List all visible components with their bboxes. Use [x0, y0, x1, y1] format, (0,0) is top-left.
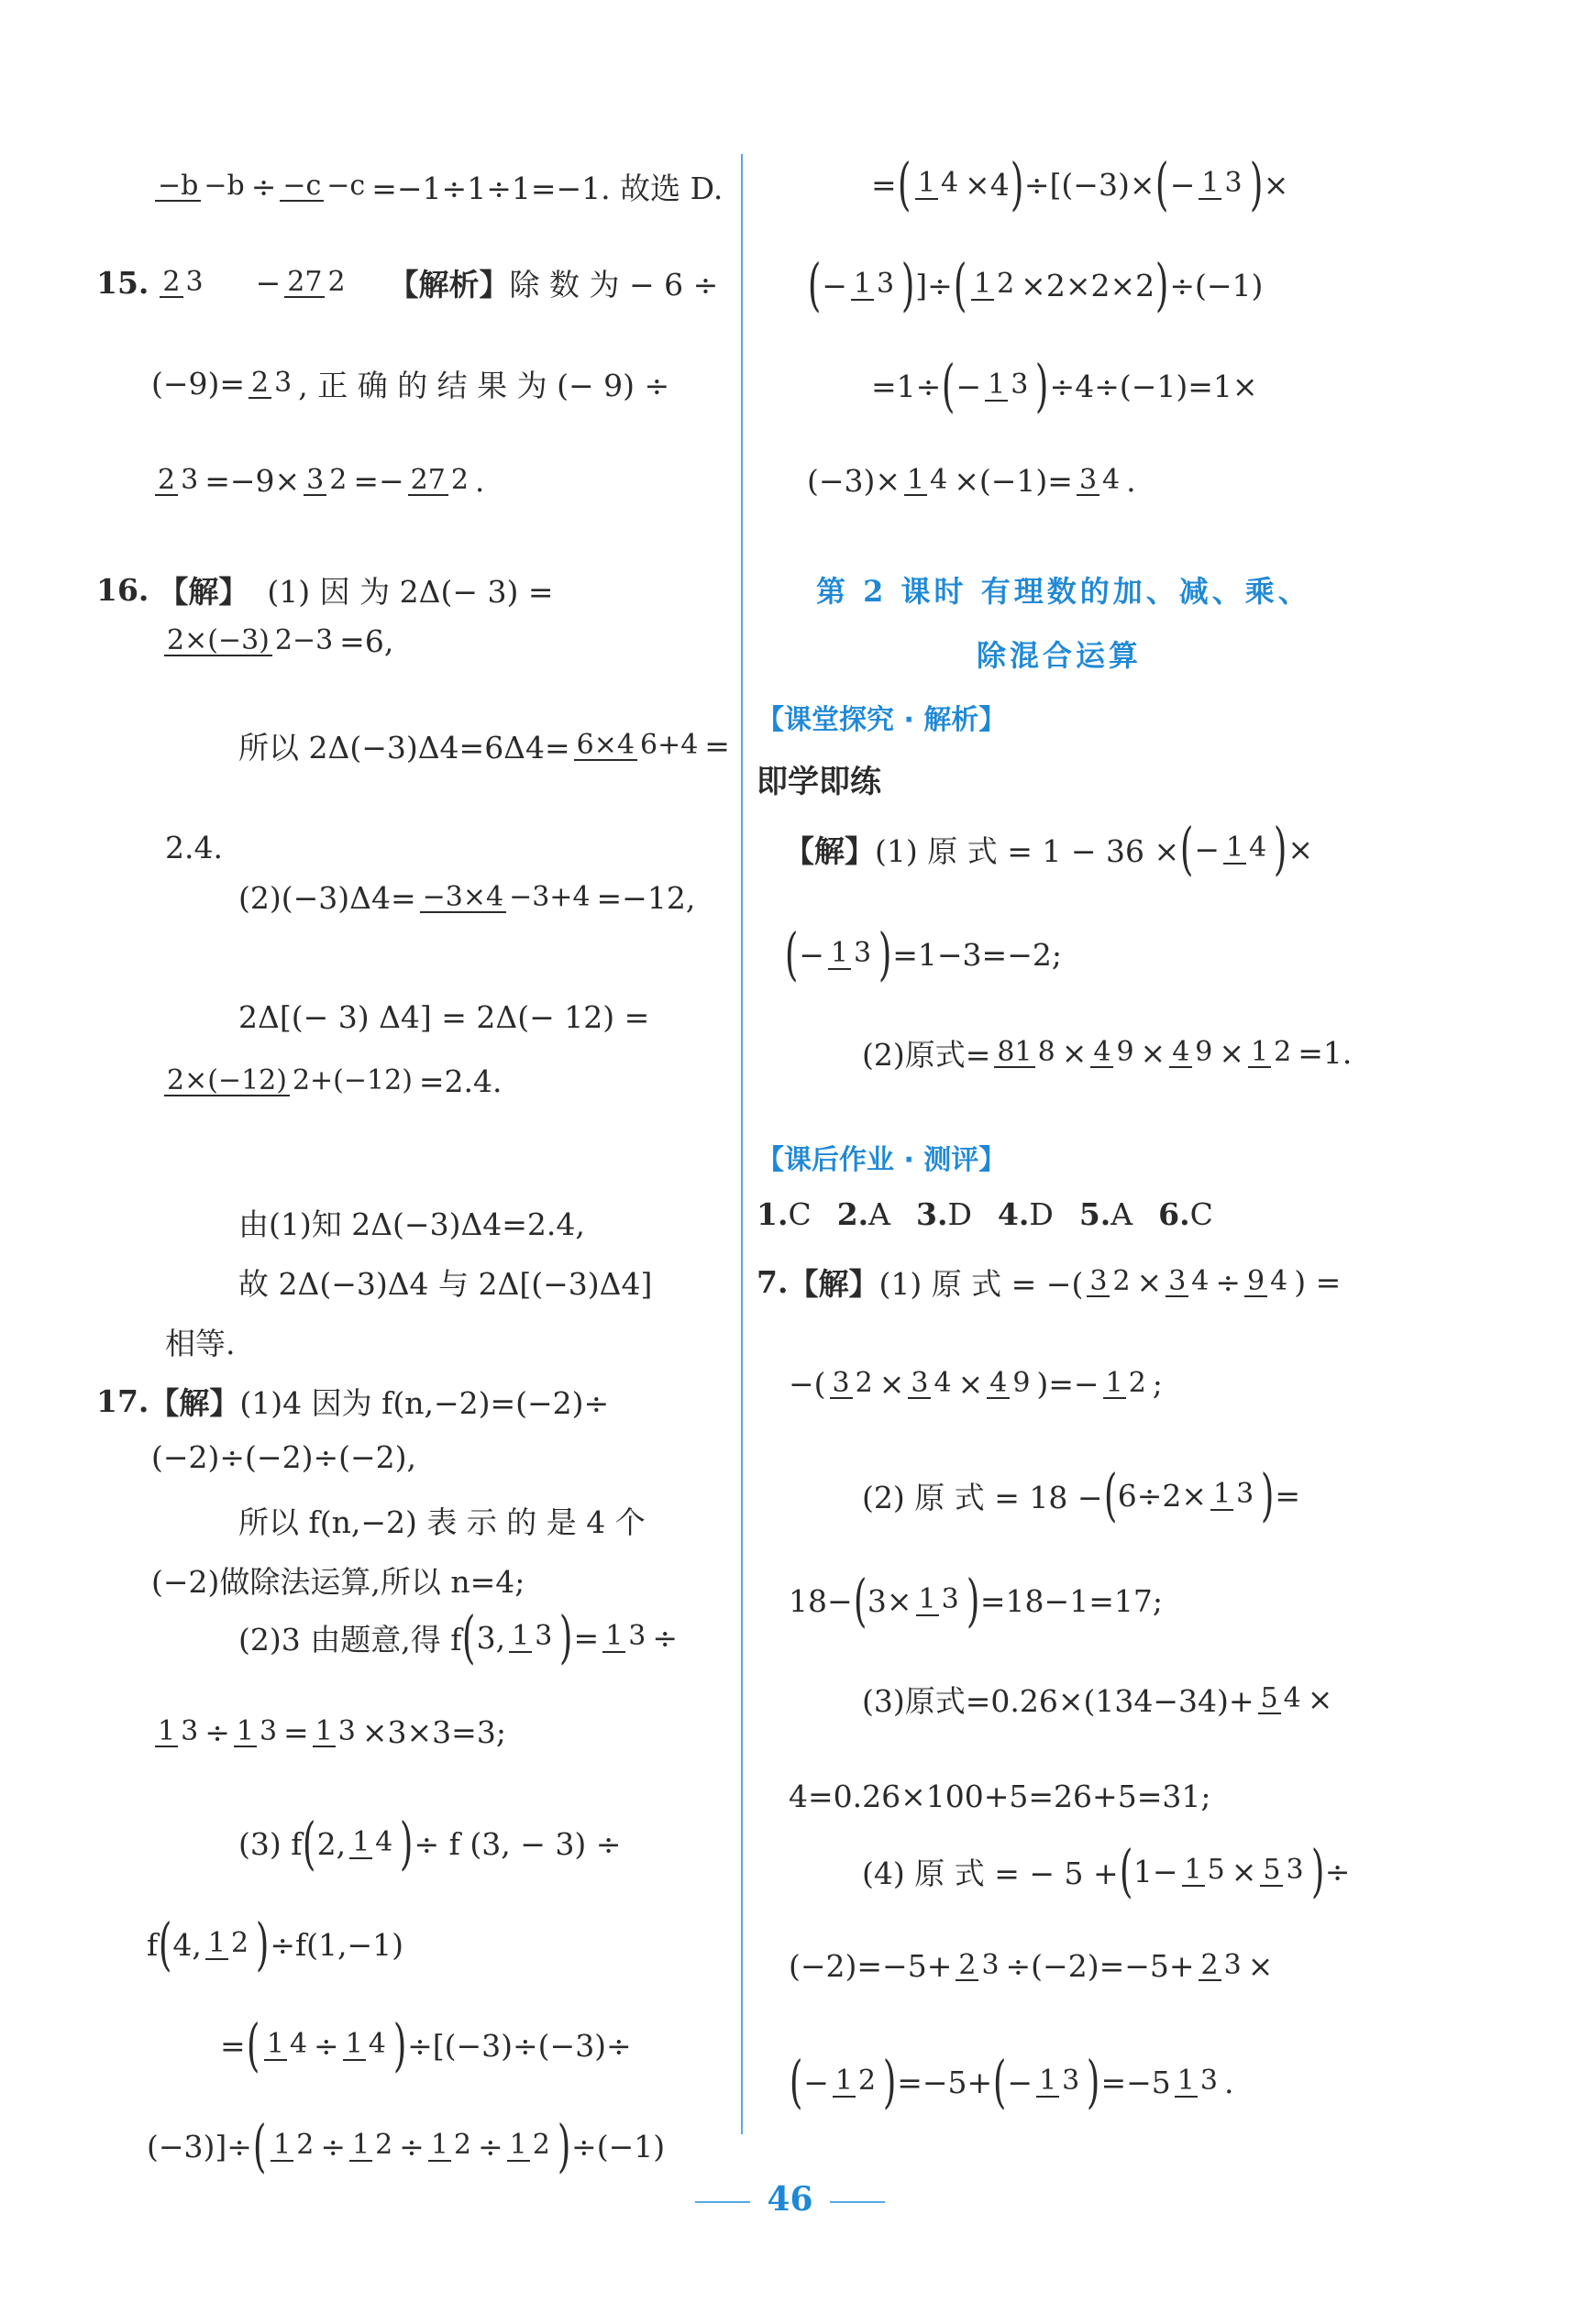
text: 所以 2Δ(−3)Δ4=6Δ4= [238, 730, 570, 765]
text: ÷(−1) [1169, 267, 1264, 303]
q16-line3: 所以 2Δ(−3)Δ4=6Δ4= 6×4 6+4 = [238, 724, 730, 767]
a-line3: (2)原式= 81 8 × 4 9 × 4 9 × 1 2 =1. [862, 1031, 1352, 1074]
text: (−3)]÷ [147, 2128, 252, 2164]
text: 所以 f(n,−2) 表 示 的 是 4 个 [238, 1504, 646, 1540]
fraction: −c −c [280, 171, 368, 203]
q7-line8: (−2)=−5+ 2 3 ÷(−2)=−5+ 2 3 × [789, 1948, 1274, 1984]
text: =2.4. [418, 1063, 503, 1099]
text: (1) 原 式 = 1 − 36 × [875, 832, 1180, 869]
text: 相等. [165, 1326, 236, 1361]
q17-line8: f ( 4, 1 2 ) ÷f(1,−1) [147, 1911, 404, 1977]
text: =−12, [596, 880, 696, 916]
text: (1) 因 为 2Δ(− 3) = [267, 574, 554, 610]
text: =1÷ [871, 368, 942, 404]
q16-line7: 2×(−12) 2+(−12) =2.4. [160, 1063, 503, 1099]
text: =−5+ [897, 2064, 993, 2100]
section-heading-practice: 即学即练 [757, 764, 881, 800]
q16-line6 [238, 999, 649, 1035]
text: (−3)× [807, 463, 901, 499]
line-l1: −b −b ÷ −c −c =−1÷1÷1=−1. 故选 D. [151, 165, 723, 208]
q17-line1 [96, 1380, 609, 1423]
text: ÷[(−3)÷(−3)÷ [407, 2027, 632, 2064]
text: (1)4 因为 f(n,−2)=(−2)÷ [239, 1385, 610, 1421]
text: (2)3 由题意,得 f [238, 1621, 462, 1658]
text: 故 2Δ(−3)Δ4 与 2Δ[(−3)Δ4] [238, 1266, 653, 1302]
text: =18−1=17; [979, 1582, 1163, 1619]
solution-tag: 【解】 [149, 1385, 240, 1421]
question-number: 16. [96, 572, 149, 608]
q7-line6 [789, 1779, 1210, 1814]
q17-line10: (−3)]÷ ( 1 2 ÷ 1 2 ÷ 1 2 ÷ 1 2 ) ÷(−1) [147, 2112, 666, 2179]
text: (4) 原 式 = − 5 + [862, 1855, 1119, 1891]
text: ÷f(1,−1) [270, 1926, 404, 1963]
r-line1: = ( 1 4 ×4 ) ÷ [(−3)× ( − 1 3 ) × [871, 150, 1289, 217]
q7-line4: 18− ( 3× 1 3 ) =18−1=17; [789, 1567, 1163, 1634]
q16-line9 [238, 1261, 652, 1304]
q15-line3: 2 3 =−9× 3 2 =− 27 2 . [151, 463, 484, 499]
question-number: 17. [96, 1383, 149, 1419]
page-number-dash-left [695, 2201, 750, 2203]
text: ÷ [1023, 166, 1050, 203]
text: (3)原式=0.26×(134−34)+ [862, 1683, 1254, 1719]
page-number [0, 2180, 1580, 2219]
q15-line2: (−9)= 2 3 , 正 确 的 结 果 为 (− 9) ÷ [151, 362, 669, 405]
text: (−2)÷(−2)÷(−2), [151, 1439, 416, 1475]
page-number-dash-right [830, 2201, 885, 2203]
text: =1−3=−2; [892, 936, 1062, 973]
q16-line2: 2×(−3) 2−3 =6, [160, 623, 393, 659]
q16-line8 [238, 1201, 585, 1244]
text: (2)原式= [862, 1037, 991, 1073]
text: =−5 [1100, 2064, 1171, 2100]
text: ÷4÷(−1)=1× [1049, 368, 1258, 404]
text: (2)(−3)Δ4= [238, 880, 416, 916]
q16-line4 [165, 830, 223, 865]
q17-line9: = ( 1 4 ÷ 1 4 ) ÷[(−3)÷(−3)÷ [220, 2011, 632, 2078]
text: (3) f [238, 1825, 303, 1862]
q7-line7: (4) 原 式 = − 5 + ( 1− 1 5 × 5 3 ) ÷ [862, 1837, 1351, 1904]
page-number-text: 46 [767, 2180, 813, 2219]
text: 2Δ[(− 3) Δ4] = 2Δ(− 12) = [238, 999, 650, 1035]
text: 由(1)知 2Δ(−3)Δ4=2.4, [238, 1206, 585, 1242]
text: =1. [1298, 1035, 1353, 1071]
q17-line6: 1 3 ÷ 1 3 = 1 3 ×3×3=3; [151, 1714, 506, 1750]
r-line2: ( − 1 3 ) ]÷ ( 1 2 ×2×2×2 ) ÷(−1) [807, 251, 1264, 318]
multiple-choice-answers: 1. C 2. A 3. D 4. D 5. A 6. C [757, 1196, 1213, 1232]
q7-line9: ( − 1 2 ) =−5+ ( − 1 3 ) =−5 1 3 . [789, 2048, 1234, 2115]
text: ÷(−2)=−5+ [1005, 1948, 1195, 1984]
q17-line4 [151, 1559, 525, 1602]
r-line3: =1÷ ( − 1 3 ) ÷4÷(−1)=1× [871, 352, 1258, 419]
q16-line5: (2)(−3)Δ4= −3×4 −3+4 =−12, [238, 880, 696, 916]
q7-line3: (2) 原 式 = 18 − ( 6÷2× 1 3 ) = [862, 1461, 1301, 1528]
lesson-title-line1: 第 2 课时 有理数的加、减、乘、 [816, 574, 1311, 609]
text: (−2)做除法运算,所以 n=4; [151, 1564, 525, 1600]
text: ÷ f (3, − 3) ÷ [414, 1825, 622, 1862]
a-line1: 【解】 (1) 原 式 = 1 − 36 × ( − 1 4 ) × [784, 815, 1314, 882]
text: =−1÷1÷1=−1. 故选 D. [371, 171, 724, 206]
question-number: 7. [757, 1264, 789, 1300]
text: − [255, 265, 282, 301]
text: , 正 确 的 结 果 为 (− 9) ÷ [298, 368, 670, 403]
text: 2.4. [165, 830, 223, 865]
text: =−9× [204, 463, 301, 499]
q17-line3 [238, 1499, 646, 1542]
text: ×(−1)= [954, 463, 1073, 499]
text: ×3×3=3; [361, 1714, 506, 1750]
text: (1) 原 式 = −( [878, 1266, 1084, 1302]
q7-line1: 7. 【解】 (1) 原 式 = −( 3 2 × 3 4 ÷ 9 4 ) = [757, 1261, 1341, 1304]
q17-line7: (3) f ( 2, 1 4 ) ÷ f (3, − 3) ÷ [238, 1810, 622, 1877]
text: ) = [1294, 1264, 1342, 1300]
text: 18− [789, 1582, 853, 1619]
a-line2: ( − 1 3 ) =1−3=−2; [784, 920, 1062, 987]
question-number: 15. [96, 265, 149, 301]
text: [(−3)× [1049, 166, 1155, 203]
text: )=− [1036, 1366, 1099, 1402]
solution-tag: 【解】 [784, 832, 875, 869]
text: (2) 原 式 = 18 − [862, 1479, 1103, 1515]
column-divider [741, 154, 743, 2134]
q7-line2: −( 3 2 × 3 4 × 4 9 )=− 1 2 ; [789, 1366, 1163, 1402]
text: =− [353, 463, 404, 499]
text: (−2)=−5+ [789, 1948, 953, 1984]
section-tag-classroom: 【课堂探究 · 解析】 [757, 704, 1007, 736]
text: 除 数 为 − 6 ÷ [509, 267, 719, 303]
text: f [147, 1926, 159, 1963]
q16-line10 [165, 1320, 236, 1363]
fraction: −b −b [155, 171, 248, 203]
q15-line1: 15. 2 3 − 27 2 【解析】 除 数 为 − 6 ÷ [96, 261, 718, 304]
text: (−9)= [151, 366, 246, 402]
section-tag-homework: 【课后作业 · 测评】 [757, 1144, 1007, 1176]
text: ]÷ [915, 267, 953, 303]
solution-tag: 【解】 [158, 574, 249, 610]
solution-tag: 【解】 [788, 1266, 879, 1302]
q17-line2 [151, 1439, 416, 1475]
r-line4: (−3)× 1 4 ×(−1)= 3 4 . [807, 463, 1136, 499]
analysis-tag: 【解析】 [388, 267, 510, 303]
lesson-title-line2: 除混合运算 [977, 638, 1143, 673]
q17-line5: (2)3 由题意,得 f ( 3, 1 3 ) = 1 3 ÷ [238, 1603, 679, 1670]
text: =6, [339, 623, 394, 659]
text: −( [789, 1366, 826, 1402]
text: 4=0.26×100+5=26+5=31; [789, 1779, 1211, 1814]
text: ÷(−1) [571, 2128, 666, 2164]
q16-line1 [96, 568, 554, 611]
q7-line5: (3)原式=0.26×(134−34)+ 5 4 × [862, 1678, 1332, 1721]
